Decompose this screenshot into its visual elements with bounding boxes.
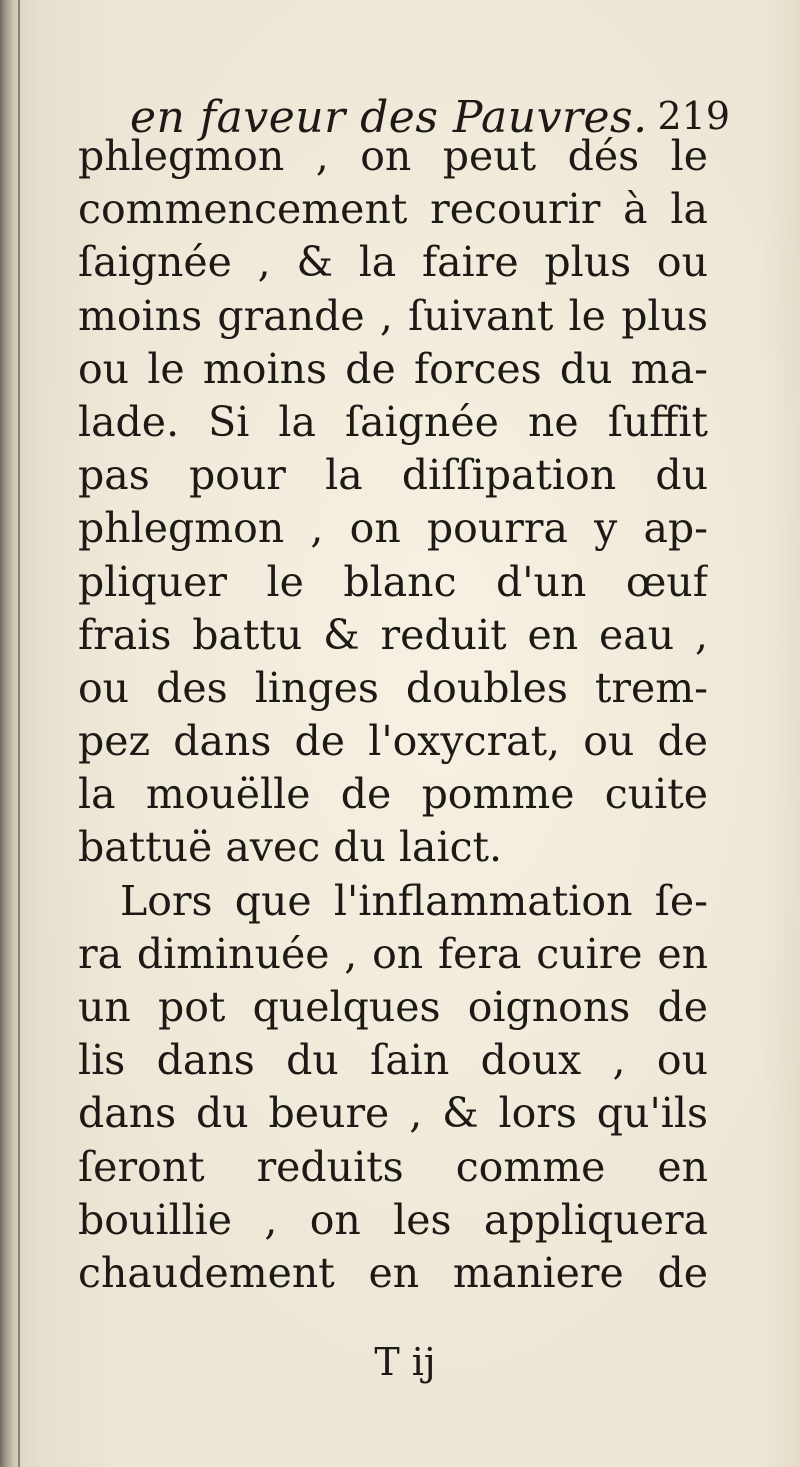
text-line: pas pour la diſſipation du xyxy=(78,451,708,500)
page-number: 219 xyxy=(657,94,730,138)
text-line: moins grande , ſuivant le plus xyxy=(78,291,708,340)
text-line: un pot quelques oignons de xyxy=(78,983,708,1031)
paragraph-start-line: Lors que l'inflammation ſe- xyxy=(120,876,708,925)
text-line: ou le moins de forces du ma- xyxy=(78,344,708,393)
paragraph-end-line: battuë avec du laict. xyxy=(78,823,503,872)
text-line: lade. Si la ſaignée ne ſuffit xyxy=(78,397,708,446)
text-line: chaudement en maniere de xyxy=(78,1248,708,1297)
text-line: bouillie , on les appliquera xyxy=(78,1195,708,1244)
text-line: dans du beure , & lors qu'ils xyxy=(78,1089,708,1138)
text-line: ſeront reduits comme en xyxy=(78,1142,708,1191)
text-line: lis dans du ſain doux , ou xyxy=(78,1036,708,1085)
body-text xyxy=(78,130,708,1300)
text-line: frais battu & reduit en eau , xyxy=(78,610,708,659)
text-line: la mouëlle de pomme cuite xyxy=(78,770,708,819)
text-line: ou des linges doubles trem- xyxy=(78,663,708,712)
signature-mark: T ij xyxy=(374,1340,436,1384)
text-line: ra diminuée , on fera cuire en xyxy=(78,929,708,978)
text-line: phlegmon , on pourra y ap- xyxy=(78,504,708,553)
text-line: ſaignée , & la faire plus ou xyxy=(78,238,708,287)
text-line: pez dans de l'oxycrat, ou de xyxy=(78,717,708,766)
page-gutter-edge xyxy=(18,0,20,1467)
text-line: pliquer le blanc d'un œuf xyxy=(78,557,708,606)
text-line: commencement recourir à la xyxy=(78,185,708,234)
running-head-title: en faveur des Pauvres. xyxy=(130,92,648,143)
text-line: phlegmon , on peut dés le xyxy=(78,132,708,180)
